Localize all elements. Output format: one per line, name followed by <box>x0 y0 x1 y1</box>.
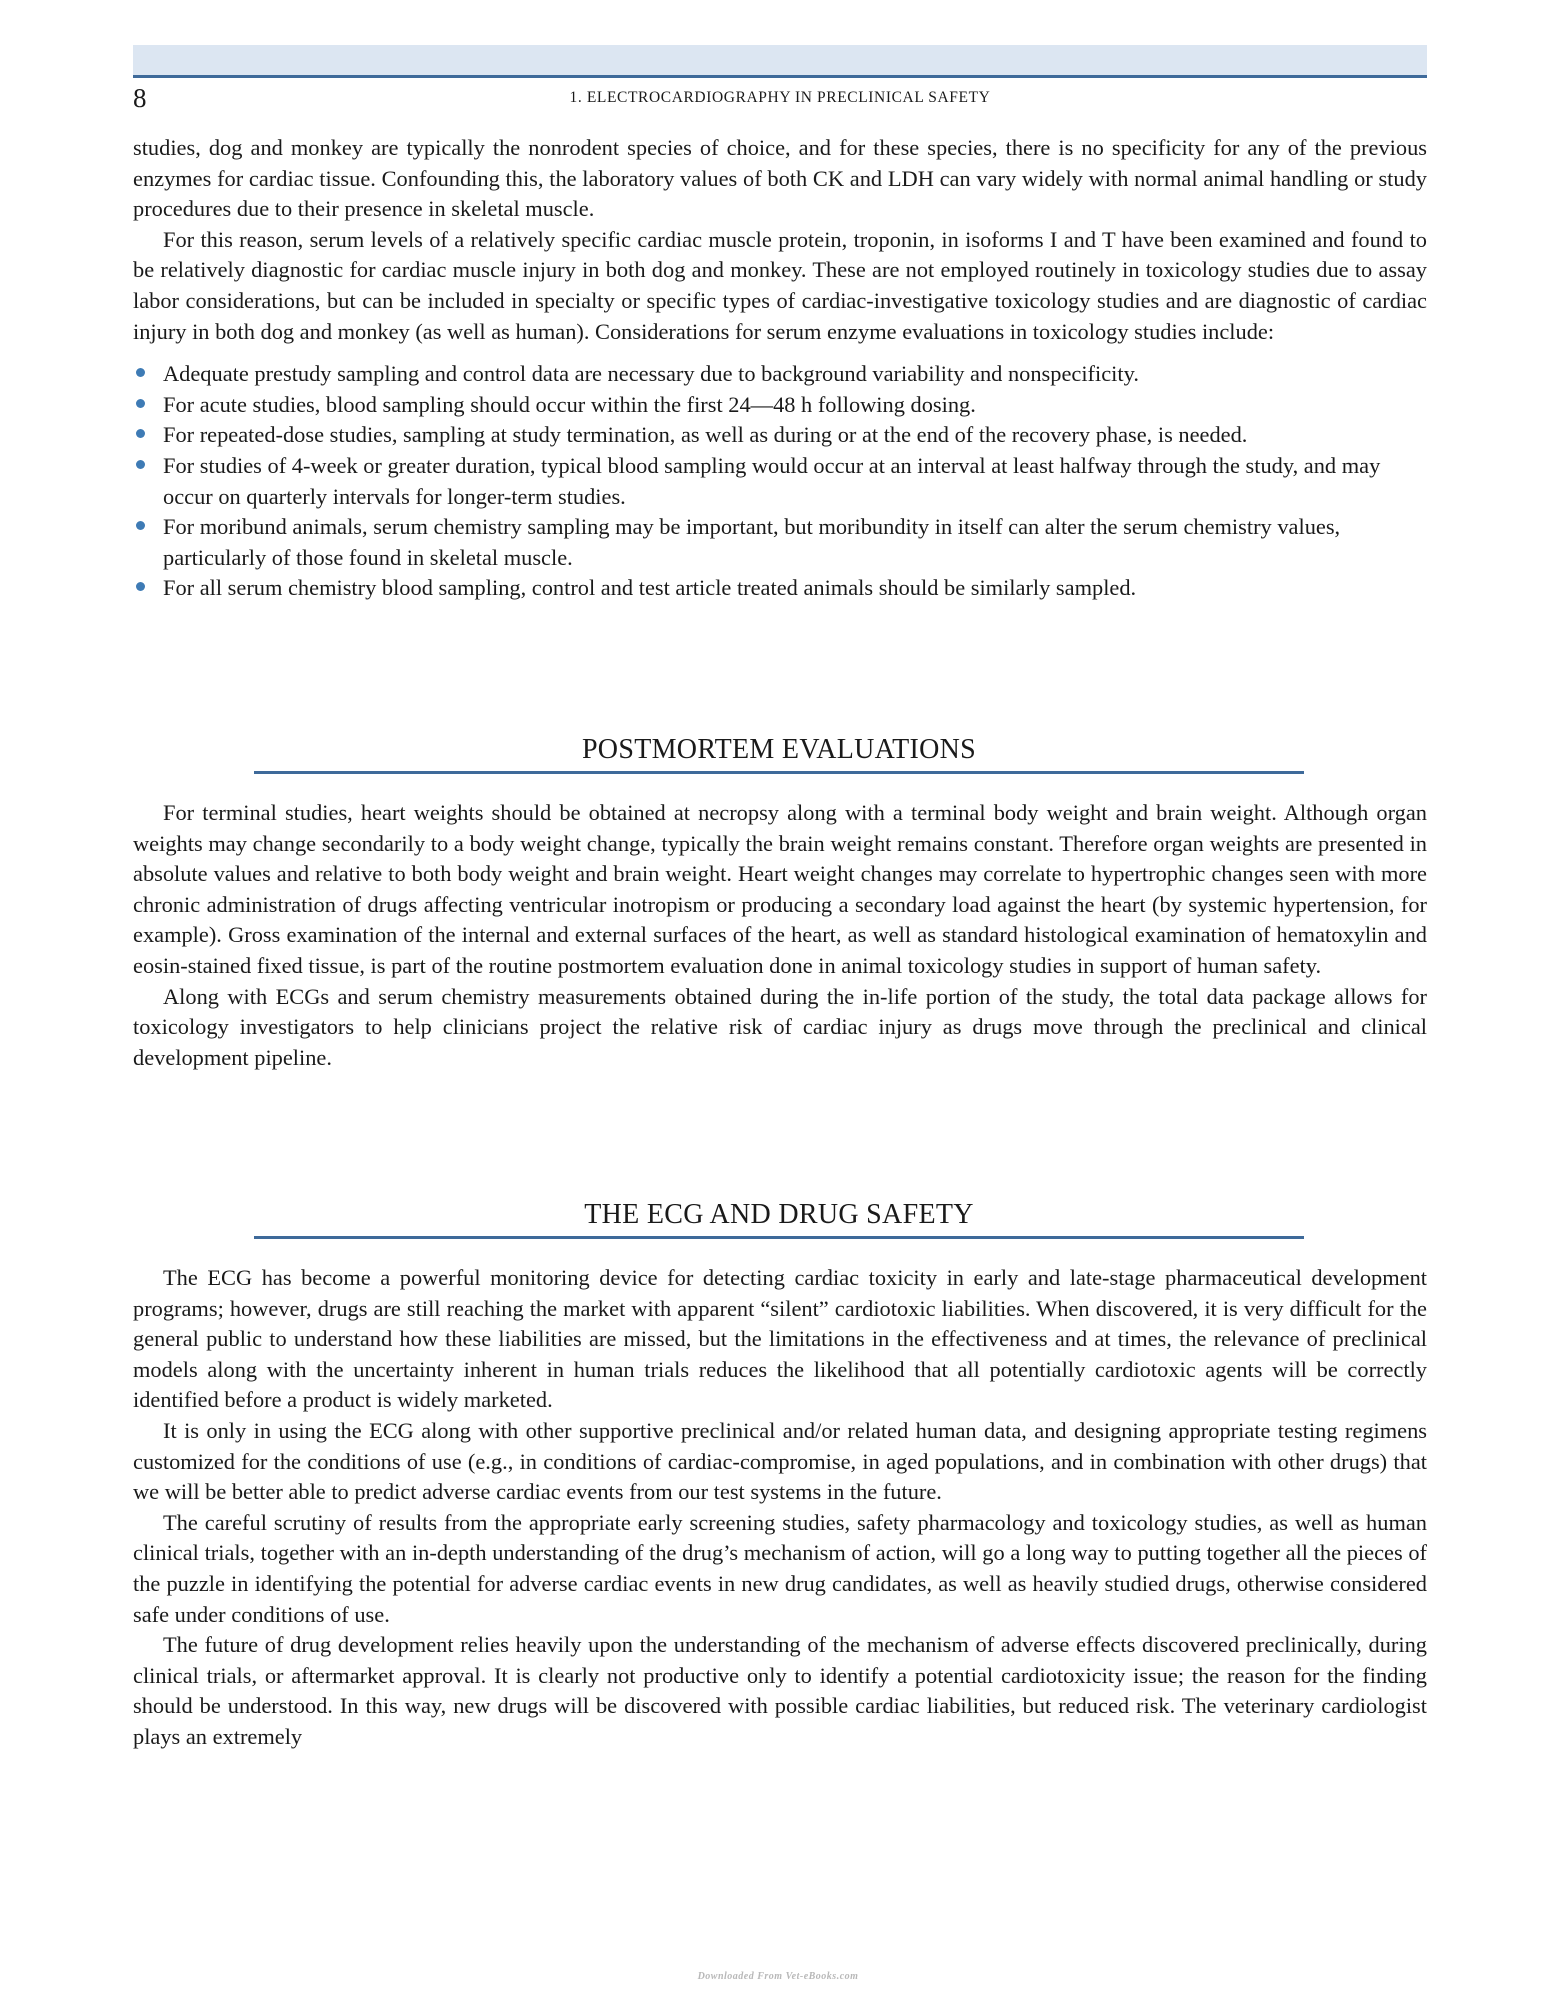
paragraph: For terminal studies, heart weights should be obtained at necropsy along with a terminal body weight and brain weight. Although organ weights may change secondarily to a body weight change, typically the brain weight remains constant. Therefore organ weights are presented in absolute values and relative to both body weight and brain weight. Heart weight changes may correlate to hypertrophic changes seen with more chronic administration of drugs affecting ventricular inotropism or producing a secondary load against the heart (by systemic hypertension, for example). Gross examination of the internal and external surfaces of the heart, as well as standard histological examination of hematoxylin and eosin-stained fixed tissue, is part of the routine postmortem evaluation done in animal toxicology studies in support of human safety. <box>133 800 1427 978</box>
section-rule <box>254 771 1304 774</box>
paragraph: It is only in using the ECG along with other supportive preclinical and/or related human data, and designing appropriate testing regimens customized for the conditions of use (e.g., in conditions of cardiac-compromise, in aged populations, and in combination with other drugs) that we will be better able to predict adverse cardiac events from our test systems in the future. <box>133 1417 1427 1505</box>
bullet-icon <box>136 429 145 438</box>
paragraph: Along with ECGs and serum chemistry measurements obtained during the in-life portion of the study, the total data package allows for toxicology investigators to help clinicians project the relative risk of cardiac injury as drugs move through the preclinical and clinical development pipeline. <box>133 983 1427 1070</box>
list-item: For studies of 4-week or greater duration, typical blood sampling would occur at an interval at least halfway through the study, and may occur on quarterly intervals for longer-term studies. <box>133 451 1427 512</box>
footer-watermark: Downloaded From Vet-eBooks.com <box>697 1971 859 1982</box>
list-item: Adequate prestudy sampling and control data are necessary due to background variability and nonspecificity. <box>133 359 1427 390</box>
header-rule <box>133 75 1427 78</box>
bullet-icon <box>136 521 145 530</box>
list-item: For acute studies, blood sampling should occur within the first 24—48 h following dosing. <box>133 390 1427 421</box>
paragraph: For this reason, serum levels of a relatively specific cardiac muscle protein, troponin, in isoforms I and T have been examined and found to be relatively diagnostic for cardiac muscle injury in both dog and monkey. These are not employed routinely in toxicology studies due to assay labor considerations, but can be included in specialty or specific types of cardiac-investigative toxicology studies and are diagnostic of cardiac injury in both dog and monkey (as well as human). Considerations for serum enzyme evaluations in toxicology studies include: <box>133 226 1427 344</box>
paragraph: The ECG has become a powerful monitoring device for detecting cardiac toxicity in early and late-stage pharmaceutical development programs; however, drugs are still reaching the market with apparent “silent” cardiotoxic liabilities. When discovered, it is very difficult for the general public to understand how these liabilities are missed, but the limitations in the effectiveness and at times, the relevance of preclinical models along with the uncertainty inherent in human trials reduces the likelihood that all potentially cardiotoxic agents will be correctly identified before a product is widely marketed. <box>133 1265 1427 1413</box>
section-heading-ecg: THE ECG AND DRUG SAFETY <box>584 1199 974 1230</box>
running-head: 1. ELECTROCARDIOGRAPHY IN PRECLINICAL SAFETY <box>569 89 991 106</box>
intro-section <box>133 133 1427 604</box>
paragraph: The careful scrutiny of results from the appropriate early screening studies, safety pharmacology and toxicology studies, as well as human clinical trials, together with an in-depth understanding of the drug’s mechanism of action, will go a long way to putting together all the pieces of the puzzle in identifying the potential for adverse cardiac events in new drug candidates, as well as heavily studied drugs, otherwise considered safe under conditions of use. <box>133 1509 1427 1627</box>
list-item: For moribund animals, serum chemistry sampling may be important, but moribundity in itself can alter the serum chemistry values, particularly of those found in skeletal muscle. <box>133 512 1427 573</box>
bullet-list <box>133 359 1427 604</box>
header-band <box>133 45 1427 75</box>
list-item: For all serum chemistry blood sampling, control and test article treated animals should be similarly sampled. <box>133 573 1427 604</box>
paragraph: studies, dog and monkey are typically the nonrodent species of choice, and for these species, there is no specificity for any of the previous enzymes for cardiac tissue. Confounding this, the laboratory values of both CK and LDH can vary widely with normal animal handling or study procedures due to their presence in skeletal muscle. <box>133 135 1427 222</box>
list-item: For repeated-dose studies, sampling at study termination, as well as during or at the end of the recovery phase, is needed. <box>133 420 1427 451</box>
bullet-icon <box>136 399 145 408</box>
section-heading-postmortem: POSTMORTEM EVALUATIONS <box>581 734 977 765</box>
section-rule <box>254 1236 1304 1239</box>
postmortem-section <box>133 798 1427 1073</box>
paragraph: The future of drug development relies heavily upon the understanding of the mechanism of adverse effects discovered preclinically, during clinical trials, or aftermarket approval. It is clearly not productive only to identify a potential cardiotoxicity issue; the reason for the finding should be understood. In this way, new drugs will be discovered with possible cardiac liabilities, but reduced risk. The veterinary cardiologist plays an extremely <box>133 1632 1427 1749</box>
ecg-section <box>133 1263 1427 1753</box>
bullet-icon <box>136 582 145 591</box>
bullet-icon <box>136 368 145 377</box>
page-number: 8 <box>133 83 147 113</box>
bullet-icon <box>136 460 145 469</box>
